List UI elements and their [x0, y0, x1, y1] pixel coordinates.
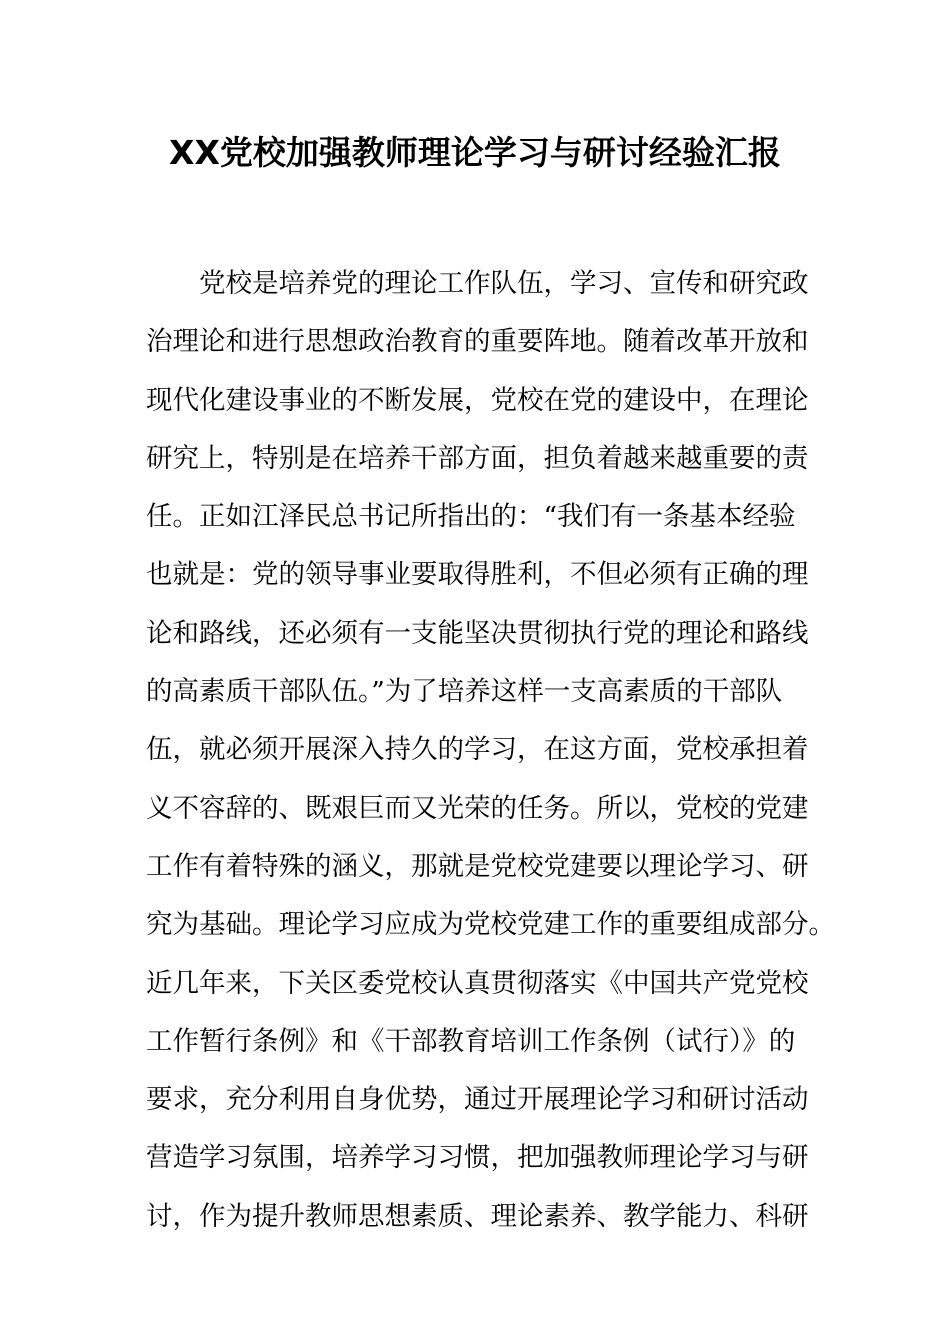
text-line: 的高素质干部队伍。”为了培养这样一支高素质的干部队 [146, 676, 783, 708]
text-line: 要求，充分利用自身优势，通过开展理论学习和研讨活动 [146, 1084, 809, 1116]
text-line: 讨，作为提升教师思想素质、理论素养、教学能力、科研 [146, 1200, 809, 1232]
text-line: 工作有着特殊的涵义，那就是党校党建要以理论学习、研 [146, 850, 809, 882]
text-line: 现代化建设事业的不断发展，党校在党的建设中，在理论 [146, 384, 809, 416]
text-line: 治理论和进行思想政治教育的重要阵地。随着改革开放和 [146, 326, 809, 358]
text-line: 任。正如江泽民总书记所指出的：“我们有一条基本经验 [146, 501, 796, 533]
text-line: 近几年来，下关区委党校认真贯彻落实《中国共产党党校 [146, 967, 809, 999]
text-line: 论和路线，还必须有一支能坚决贯彻执行党的理论和路线 [146, 617, 809, 649]
text-line: 营造学习氛围，培养学习习惯，把加强教师理论学习与研 [146, 1142, 809, 1174]
text-line: 党校是培养党的理论工作队伍，学习、宣传和研究政 [199, 268, 809, 299]
text-line: 伍，就必须开展深入持久的学习，在这方面，党校承担着 [146, 734, 809, 766]
text-line: 工作暂行条例》和《干部教育培训工作条例（试行）》的 [146, 1025, 796, 1057]
text-line: 义不容辞的、既艰巨而又光荣的任务。所以，党校的党建 [146, 792, 809, 824]
text-line: 究为基础。理论学习应成为党校党建工作的重要组成部分。 [146, 909, 835, 941]
text-line: 也就是：党的领导事业要取得胜利，不但必须有正确的理 [146, 559, 809, 591]
text-line: 研究上，特别是在培养干部方面，担负着越来越重要的责 [146, 442, 809, 474]
body-paragraph [146, 255, 835, 1246]
document-title: XX党校加强教师理论学习与研讨经验汇报 [169, 133, 781, 172]
